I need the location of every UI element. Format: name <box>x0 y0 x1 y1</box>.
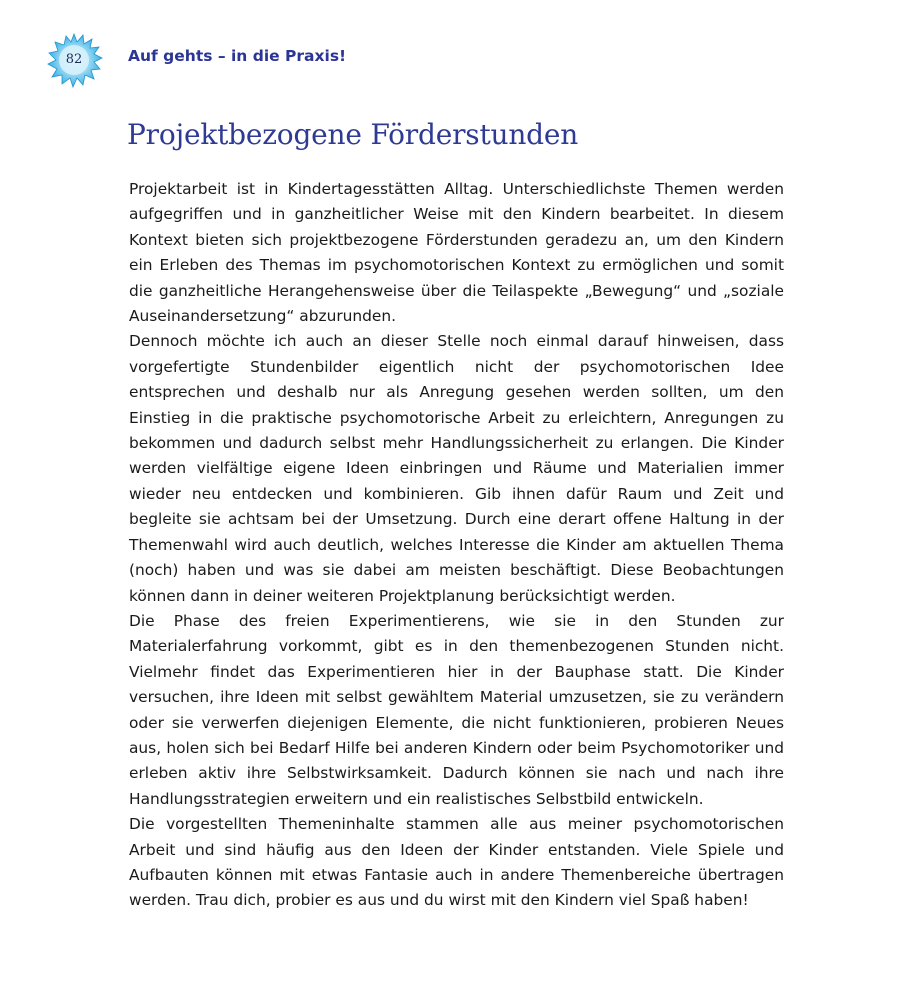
page-number-badge <box>44 30 104 90</box>
body-text <box>129 177 784 914</box>
paragraph-3: Die Phase des freien Experimentierens, wie sie in den Stunden zur Materialerfahrung vorkommt, gibt es in den themenbezogenen Stunden nicht. Vielmehr findet das Experimentieren hier in der Bauphase statt. Die Kinder versuchen, ihre Ideen mit selbst gewähltem Material umzusetzen, sie zu verändern oder sie verwerfen diejenigen Elemente, die nicht funktionieren, probieren Neues aus, holen sich bei Bedarf Hilfe bei anderen Kindern oder beim Psychomotoriker und erleben aktiv ihre Selbstwirksamkeit. Dadurch können sie nach und nach ihre Handlungsstrategien erweitern und ein realistisches Selbstbild entwickeln. <box>129 611 784 808</box>
running-header-title: Auf gehts – in die Praxis! <box>128 47 347 65</box>
chapter-title: Projektbezogene Förderstunden <box>127 118 579 151</box>
paragraph-4: Die vorgestellten Themeninhalte stammen alle aus meiner psychomotorischen Arbeit und sind häufig aus den Ideen der Kinder entstanden. Viele Spiele und Aufbauten können mit etwas Fantasie auch in andere Themenbereiche übertragen werden. Trau dich, probier es aus und du wirst mit den Kindern viel Spaß haben! <box>129 815 784 910</box>
page-number: 82 <box>65 52 83 67</box>
paragraph-2: Dennoch möchte ich auch an dieser Stelle noch einmal darauf hinweisen, dass vorgefertigte Stundenbilder eigentlich nicht der psychomotorischen Idee entsprechen und deshalb nur als Anregung gesehen werden sollten, um den Einstieg in die praktische psychomotorische Arbeit zu erleichtern, Anregungen zu bekommen und dadurch selbst mehr Handlungssicherheit zu erlangen. Die Kinder werden vielfältige eigene Ideen einbringen und Räume und Materialien immer wieder neu entdecken und kombinieren. Gib ihnen dafür Raum und Zeit und begleite sie achtsam bei der Umsetzung. Durch eine derart offene Haltung in der Themenwahl wird auch deutlich, welches Interesse die Kinder am aktuellen Thema (noch) haben und was sie dabei am meisten beschäftigt. Diese Beobachtungen können dann in deiner weiteren Projektplanung berücksichtigt werden. <box>129 332 784 605</box>
paragraph-1: Projektarbeit ist in Kindertagesstätten Alltag. Unterschiedlichste Themen werden aufgegriffen und in ganzheitlicher Weise mit den Kindern bearbeitet. In diesem Kontext bieten sich projektbezogene Förderstunden geradezu an, um den Kindern ein Erleben des Themas im psychomotorischen Kontext zu ermöglichen und somit die ganzheitliche Herangehensweise über die Teilaspekte „Bewegung“ und „soziale Auseinandersetzung“ abzurunden. <box>129 180 784 326</box>
